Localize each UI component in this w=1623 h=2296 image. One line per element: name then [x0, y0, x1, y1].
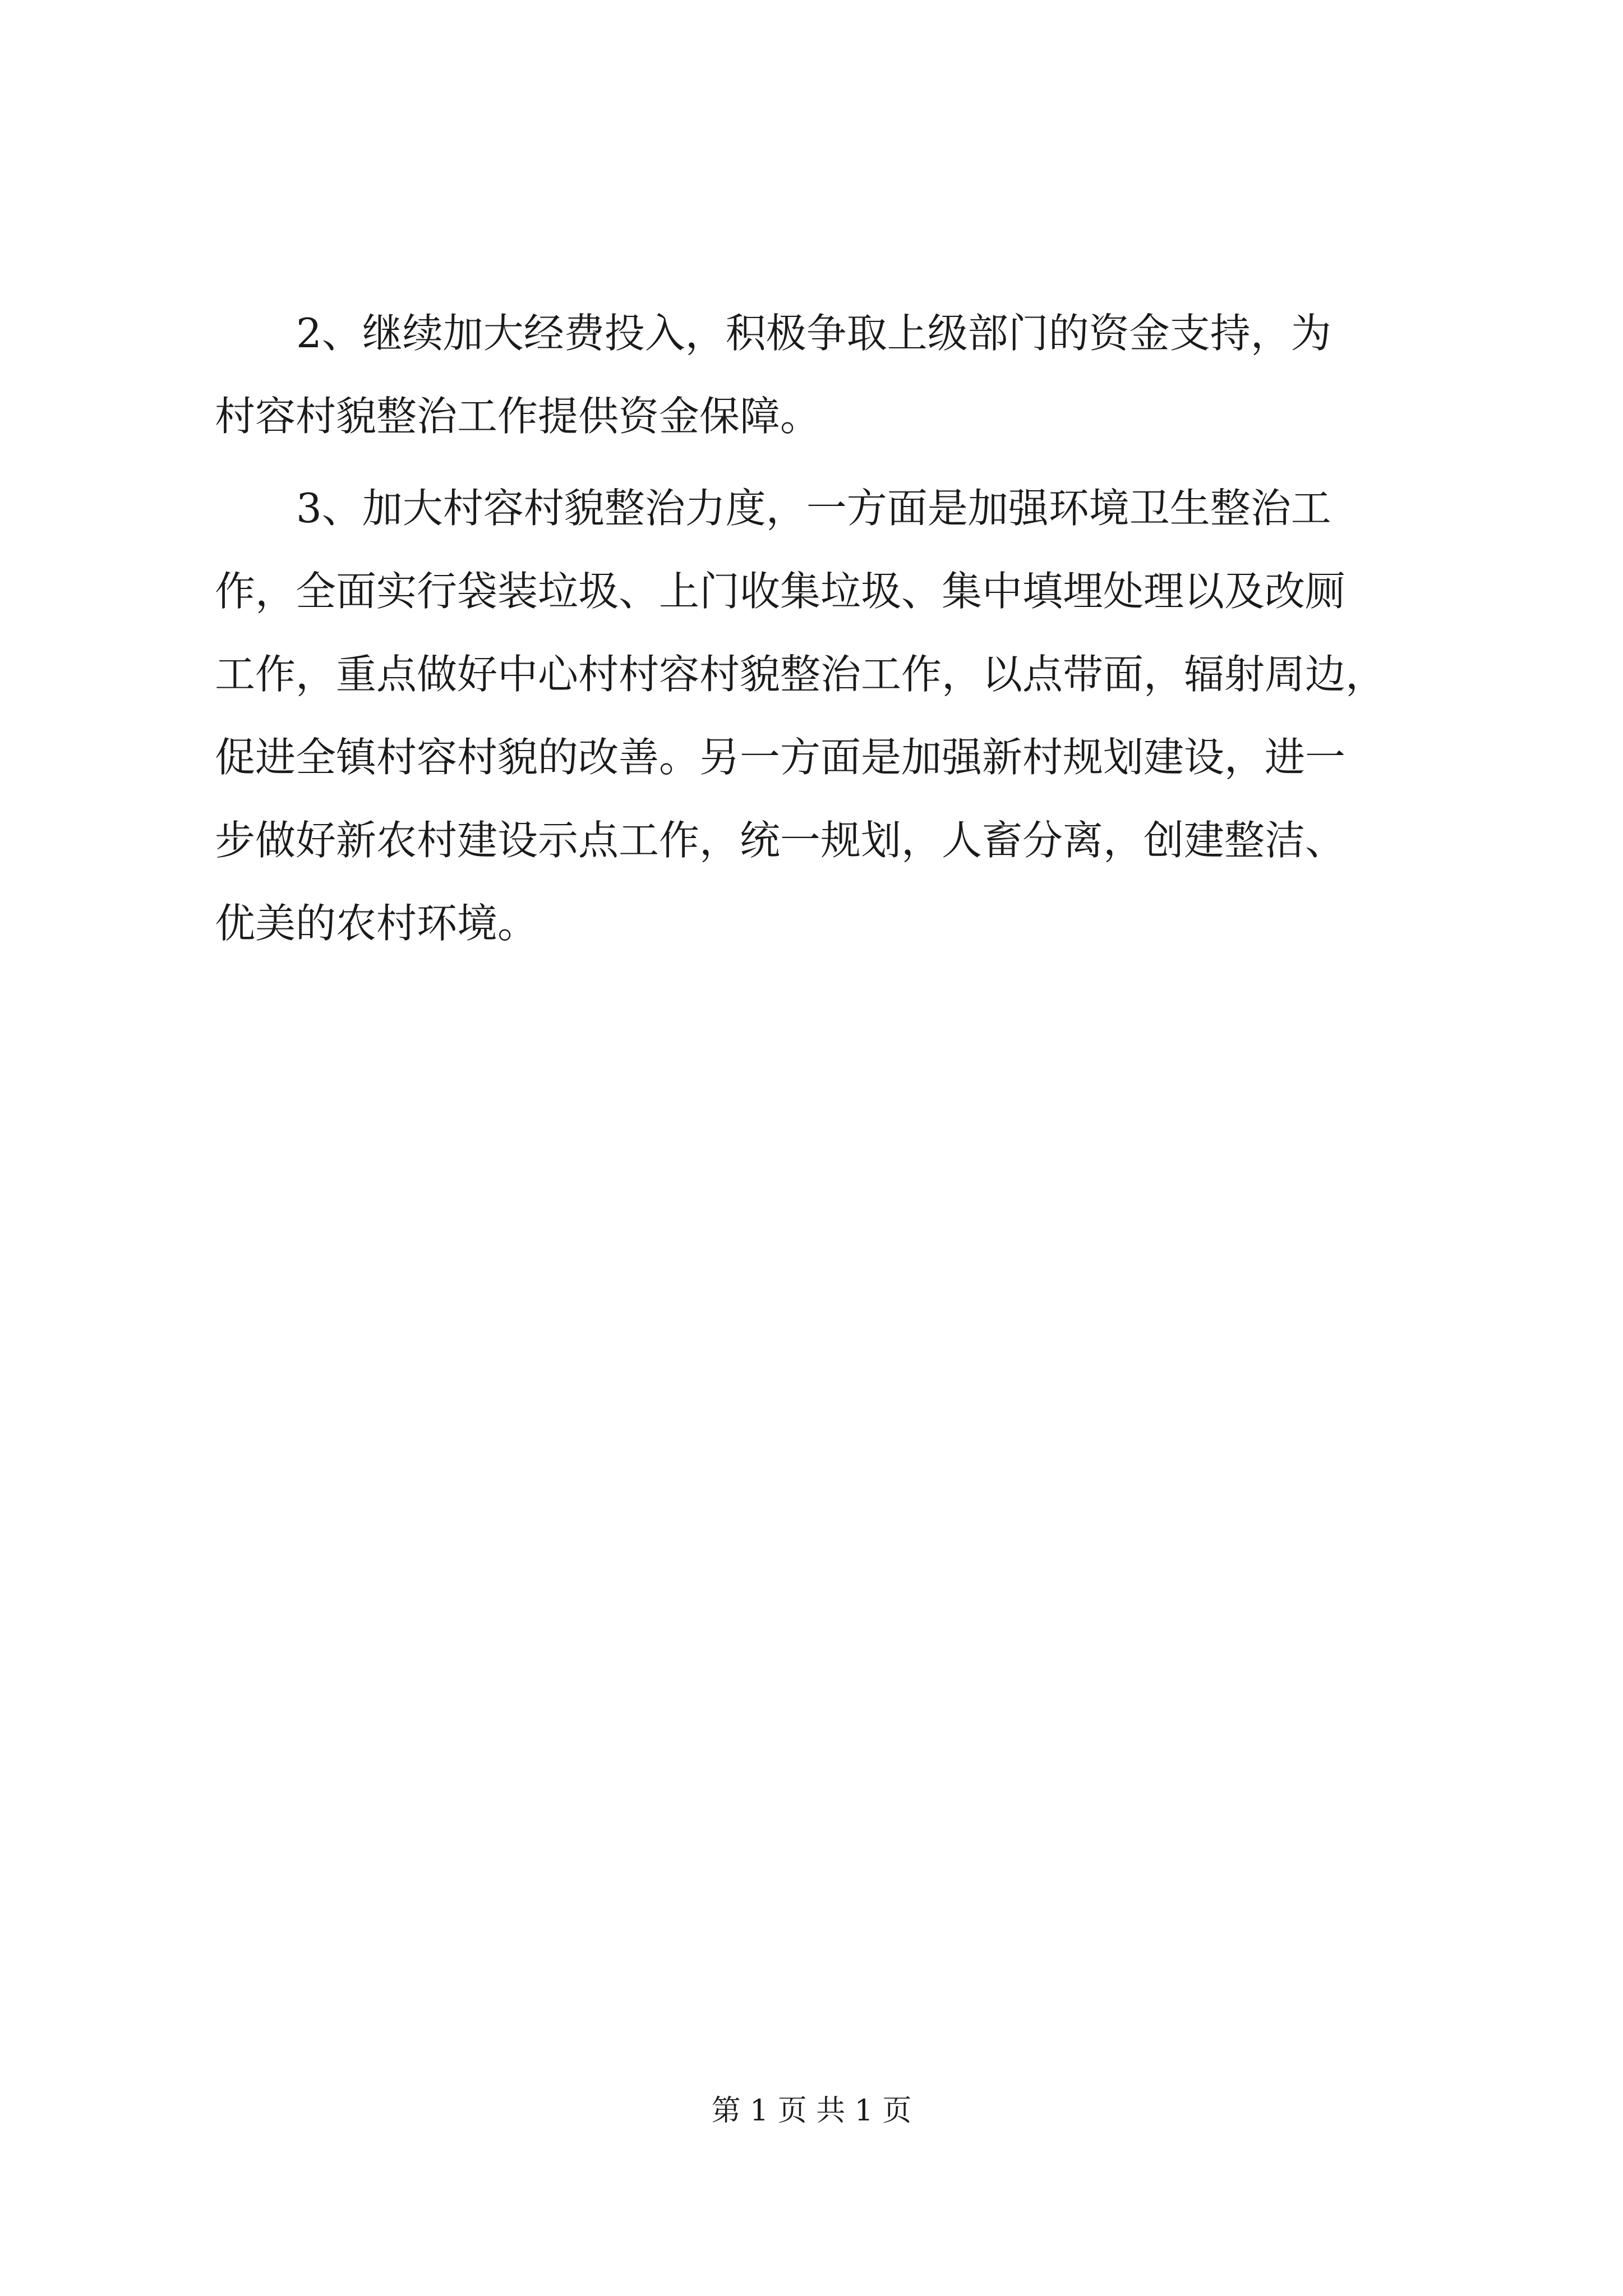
page-number-label: 第 1 页 共 1 页	[711, 2094, 912, 2128]
paragraph	[215, 292, 1415, 458]
paragraph	[215, 467, 1415, 965]
paragraph-line: 工作，重点做好中心村村容村貌整治工作，以点带面，辐射周边，	[215, 651, 1386, 698]
page-footer	[0, 2091, 1623, 2131]
paragraph-line: 促进全镇村容村貌的改善。另一方面是加强新村规划建设，进一	[215, 734, 1346, 781]
paragraph-line: 作，全面实行袋装垃圾、上门收集垃圾、集中填埋处理以及改厕	[215, 568, 1346, 615]
document-body	[215, 292, 1415, 965]
paragraph-line: 村容村貌整治工作提供资金保障。	[215, 393, 821, 440]
paragraph-line: 步做好新农村建设示点工作，统一规划，人畜分离，创建整洁、	[215, 817, 1346, 864]
paragraph-line: 2、继续加大经费投入，积极争取上级部门的资金支持，为	[296, 310, 1331, 357]
paragraph-line: 优美的农村环境。	[215, 900, 538, 947]
paragraph-gap	[215, 458, 1415, 467]
paragraph-line: 3、加大村容村貌整治力度，一方面是加强环境卫生整治工	[296, 485, 1331, 532]
